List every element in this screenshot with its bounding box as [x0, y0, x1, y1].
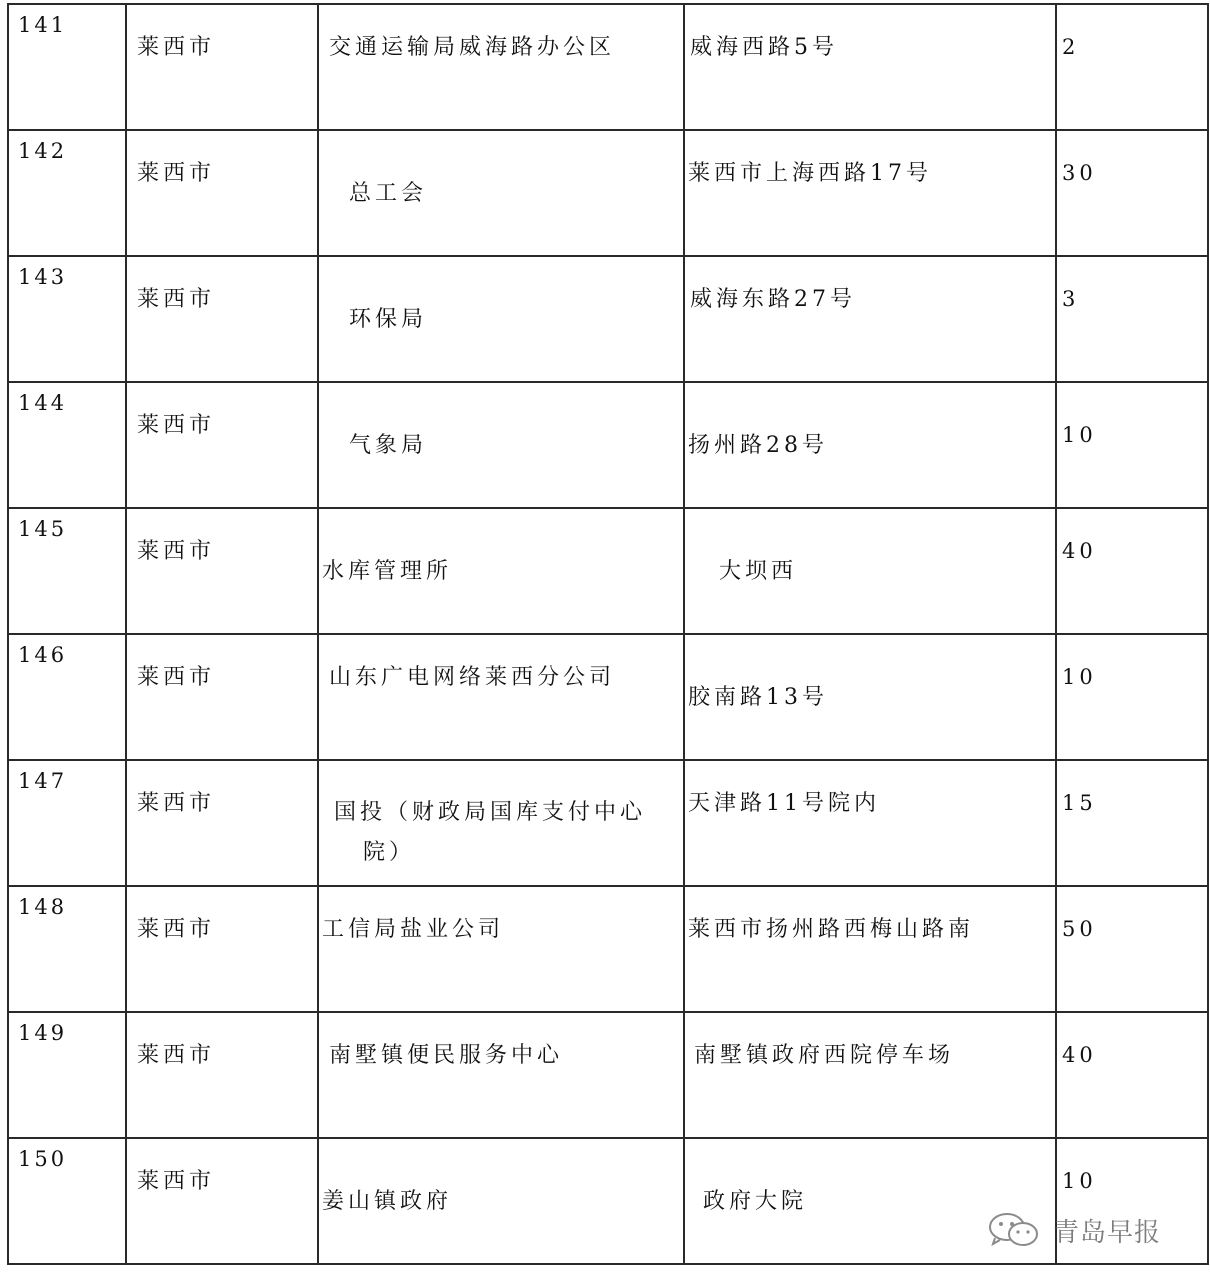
spaces-cell	[1056, 1012, 1208, 1138]
row-number-cell	[8, 886, 126, 1012]
row-number: 143	[18, 265, 68, 289]
row-number: 141	[18, 13, 68, 37]
parking-spaces: 2	[1062, 35, 1080, 59]
unit-name: 气象局	[349, 433, 428, 458]
spaces-cell	[1056, 256, 1208, 382]
spaces-cell	[1056, 760, 1208, 886]
parking-spaces: 15	[1062, 791, 1097, 815]
row-number-cell	[8, 130, 126, 256]
spaces-cell	[1056, 886, 1208, 1012]
spaces-cell	[1056, 130, 1208, 256]
city-cell	[126, 1138, 318, 1264]
row-number: 146	[18, 643, 68, 667]
watermark	[985, 1210, 1161, 1250]
address: 大坝西	[719, 559, 798, 584]
unit-name	[334, 793, 679, 873]
row-number-cell	[8, 508, 126, 634]
unit-name-line1: 国投（财政局国库支付中心	[334, 800, 647, 825]
row-number: 144	[18, 391, 68, 415]
address: 政府大院	[703, 1189, 808, 1214]
address-cell	[684, 634, 1056, 760]
row-number: 142	[18, 139, 68, 163]
row-number: 148	[18, 895, 68, 919]
parking-spaces: 30	[1062, 161, 1097, 185]
unit-name-line2: 院）	[363, 840, 416, 865]
table-row	[8, 4, 1208, 130]
address: 莱西市上海西路17号	[688, 161, 932, 186]
unit-name: 总工会	[349, 181, 428, 206]
parking-table	[7, 3, 1209, 1265]
row-number: 147	[18, 769, 68, 793]
spaces-cell	[1056, 382, 1208, 508]
table-row	[8, 760, 1208, 886]
row-number-cell	[8, 1138, 126, 1264]
unit-cell	[318, 382, 684, 508]
address: 南墅镇政府西院停车场	[694, 1043, 955, 1068]
address-cell	[684, 4, 1056, 130]
row-number-cell	[8, 4, 126, 130]
address-cell	[684, 256, 1056, 382]
table-row	[8, 508, 1208, 634]
parking-spaces: 10	[1062, 423, 1097, 447]
unit-name: 环保局	[349, 307, 428, 332]
unit-cell	[318, 760, 684, 886]
wechat-icon	[985, 1210, 1047, 1250]
spaces-cell	[1056, 634, 1208, 760]
unit-cell	[318, 886, 684, 1012]
table-row	[8, 256, 1208, 382]
watermark-text: 青岛早报	[1053, 1217, 1162, 1248]
table-row	[8, 886, 1208, 1012]
row-number: 149	[18, 1021, 68, 1045]
city-cell	[126, 886, 318, 1012]
table-row	[8, 130, 1208, 256]
parking-spaces: 40	[1062, 1043, 1097, 1067]
address: 扬州路28号	[688, 433, 828, 458]
unit-name: 水库管理所	[322, 559, 453, 584]
address-cell	[684, 886, 1056, 1012]
city: 莱西市	[137, 287, 216, 312]
unit-name: 姜山镇政府	[322, 1189, 453, 1214]
unit-name: 工信局盐业公司	[322, 917, 505, 942]
spaces-cell	[1056, 508, 1208, 634]
address: 莱西市扬州路西梅山路南	[688, 917, 975, 942]
city: 莱西市	[137, 35, 216, 60]
parking-table-container	[7, 3, 1207, 1265]
address-cell	[684, 382, 1056, 508]
address-cell	[684, 130, 1056, 256]
unit-name: 山东广电网络莱西分公司	[329, 665, 616, 690]
spaces-cell	[1056, 4, 1208, 130]
city-cell	[126, 4, 318, 130]
city: 莱西市	[137, 791, 216, 816]
city: 莱西市	[137, 413, 216, 438]
address-cell	[684, 760, 1056, 886]
table-row	[8, 1012, 1208, 1138]
city-cell	[126, 130, 318, 256]
city: 莱西市	[137, 539, 216, 564]
unit-cell	[318, 130, 684, 256]
address: 威海西路5号	[690, 35, 838, 60]
city-cell	[126, 508, 318, 634]
city: 莱西市	[137, 917, 216, 942]
unit-cell	[318, 256, 684, 382]
city-cell	[126, 1012, 318, 1138]
table-row	[8, 382, 1208, 508]
address-cell	[684, 1012, 1056, 1138]
row-number: 145	[18, 517, 68, 541]
parking-spaces: 40	[1062, 539, 1097, 563]
row-number-cell	[8, 382, 126, 508]
city-cell	[126, 256, 318, 382]
address-cell	[684, 508, 1056, 634]
city: 莱西市	[137, 161, 216, 186]
city: 莱西市	[137, 665, 216, 690]
unit-cell	[318, 634, 684, 760]
unit-name: 南墅镇便民服务中心	[329, 1043, 564, 1068]
parking-spaces: 10	[1062, 1169, 1097, 1193]
address: 威海东路27号	[690, 287, 856, 312]
city-cell	[126, 634, 318, 760]
unit-name: 交通运输局威海路办公区	[329, 35, 616, 60]
table-row	[8, 634, 1208, 760]
row-number-cell	[8, 760, 126, 886]
city: 莱西市	[137, 1169, 216, 1194]
address: 胶南路13号	[688, 685, 828, 710]
address: 天津路11号院内	[688, 791, 880, 816]
row-number-cell	[8, 1012, 126, 1138]
city-cell	[126, 382, 318, 508]
unit-cell	[318, 1012, 684, 1138]
parking-spaces: 10	[1062, 665, 1097, 689]
city-cell	[126, 760, 318, 886]
city: 莱西市	[137, 1043, 216, 1068]
row-number-cell	[8, 256, 126, 382]
unit-cell	[318, 4, 684, 130]
parking-spaces: 50	[1062, 917, 1097, 941]
unit-cell	[318, 508, 684, 634]
parking-spaces: 3	[1062, 287, 1080, 311]
row-number-cell	[8, 634, 126, 760]
unit-cell	[318, 1138, 684, 1264]
row-number: 150	[18, 1147, 68, 1171]
